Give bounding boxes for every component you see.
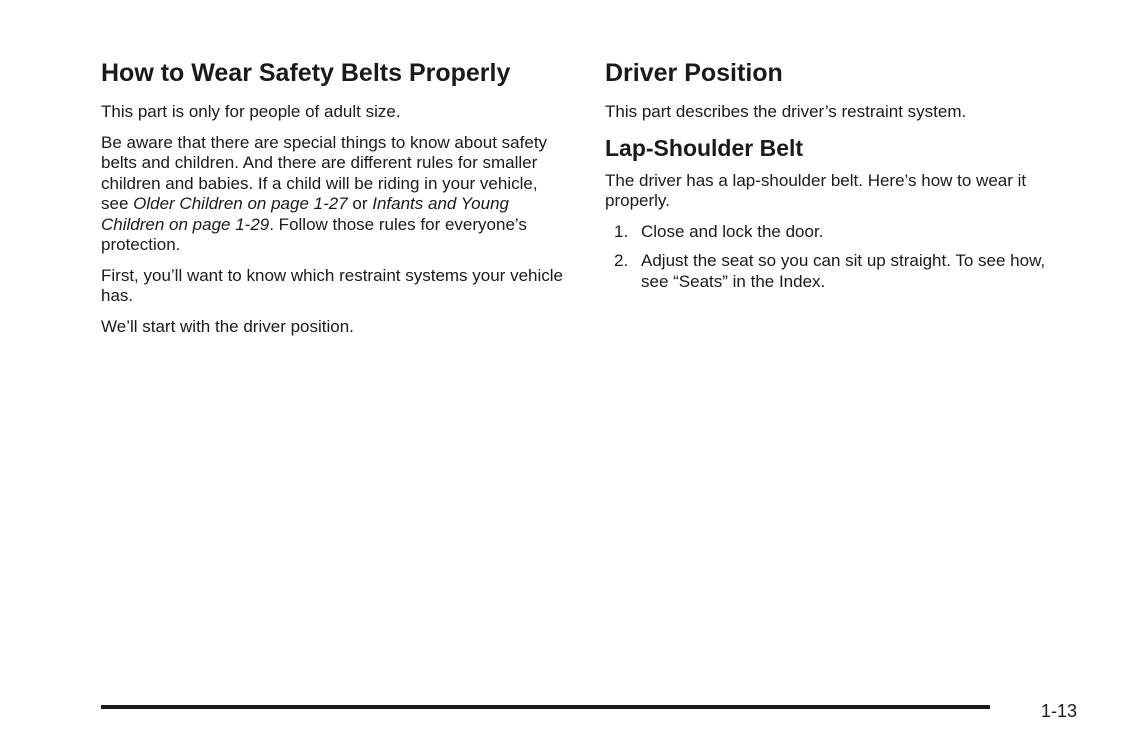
section-heading-driver-position: Driver Position	[605, 59, 783, 87]
right-column	[605, 56, 1077, 301]
paragraph-lap-shoulder-intro: The driver has a lap-shoulder belt. Here’s how to wear it properly.	[605, 170, 1027, 210]
subheading-lap-shoulder-belt: Lap-Shoulder Belt	[605, 134, 804, 161]
step-number: 1.	[614, 221, 629, 241]
left-column	[101, 56, 563, 347]
cross-reference-older-children[interactable]: Older Children on page 1-27	[133, 194, 348, 213]
step-number: 2.	[614, 251, 629, 270]
steps-list	[605, 222, 1077, 293]
text-segment: Be aware that there are special things to know about safety belts and children. And there are different rules for smaller children and babies. If a child will be riding in your vehicle, see	[101, 132, 548, 213]
cross-reference-infants[interactable]: Infants and Young Children on page 1-29	[101, 194, 509, 234]
step-text: Close and lock the door.	[641, 221, 824, 241]
step-text: Adjust the seat so you can sit up straight. To see how, see “Seats” in the Index.	[641, 251, 1046, 291]
page-number: 1-13	[1040, 701, 1077, 721]
text-segment: . Follow those rules for everyone’s protection.	[101, 214, 527, 254]
paragraph-driver-start: We’ll start with the driver position.	[101, 316, 354, 336]
step-item	[605, 251, 1077, 292]
section-heading-safety-belts: How to Wear Safety Belts Properly	[101, 59, 511, 87]
paragraph-adult-size: This part is only for people of adult size.	[101, 102, 401, 121]
footer-rule	[101, 705, 990, 709]
paragraph-driver-restraint: This part describes the driver’s restraint system.	[605, 102, 967, 121]
paragraph-children-rules	[101, 133, 563, 256]
step-item	[605, 222, 1077, 243]
text-segment: or	[347, 194, 373, 213]
paragraph-restraint-systems: First, you’ll want to know which restraint systems your vehicle has.	[101, 265, 563, 305]
